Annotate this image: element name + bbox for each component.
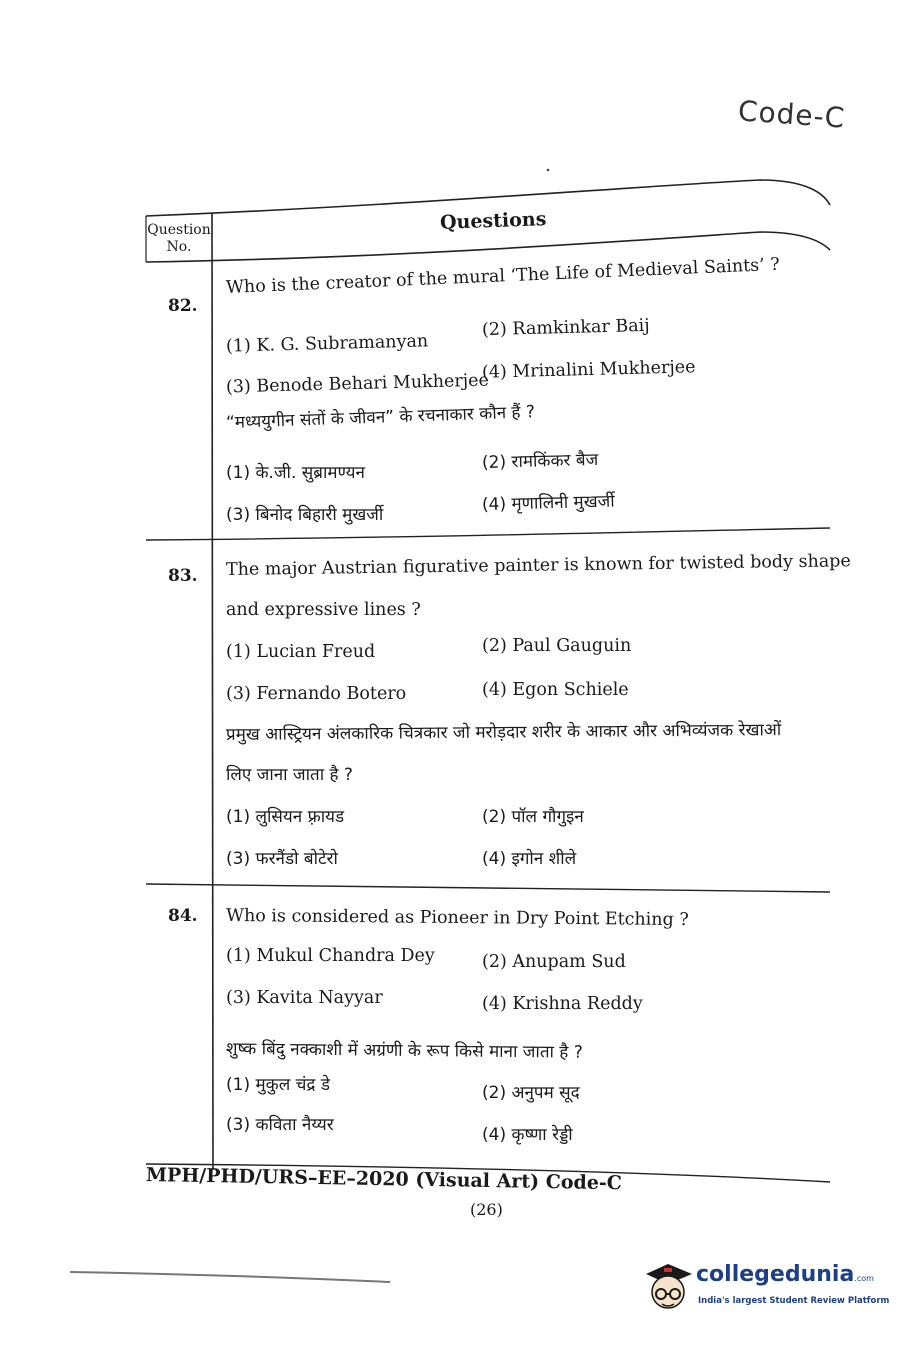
q84-hindi-option-4: (4) कृष्णा रेड्डी xyxy=(482,1125,573,1145)
question-82-hindi: “मध्ययुगीन संतों के जीवन” के रचनाकार कौन हैं ? xyxy=(225,402,536,433)
question-84-number: 84. xyxy=(168,906,198,926)
q83-hindi-option-4: (4) इगोन शीले xyxy=(482,849,577,869)
question-84-hindi: शुष्क बिंदु नक्काशी में अग्रंणी के रूप किसे माना जाता है ? xyxy=(225,1039,583,1063)
q84-option-4: (4) Krishna Reddy xyxy=(482,994,643,1014)
header-questions: Questions xyxy=(439,208,547,234)
page-number: (26) xyxy=(470,1200,503,1219)
q82-hindi-option-2: (2) रामकिंकर बैज xyxy=(481,449,599,473)
q84-option-3: (3) Kavita Nayyar xyxy=(226,988,383,1008)
q83-hindi-option-1: (1) लुसियन फ़्रायड xyxy=(226,807,345,827)
collegedunia-brand: collegedunia.com xyxy=(696,1262,874,1287)
q82-hindi-option-3: (3) बिनोद बिहारी मुखर्जी xyxy=(226,505,384,525)
q84-hindi-option-1: (1) मुकुल चंद्र डे xyxy=(226,1075,330,1095)
question-83-hindi-line2: लिए जाना जाता है ? xyxy=(226,765,353,785)
question-83-text-line1: The major Austrian figurative painter is known for twisted body shape xyxy=(225,551,851,580)
q83-hindi-option-2: (2) पॉल गौगुइन xyxy=(482,807,584,827)
q83-hindi-option-3: (3) फरनैंडो बोटेरो xyxy=(226,849,338,869)
q83-option-2: (2) Paul Gauguin xyxy=(482,636,632,656)
q82-option-1: (1) K. G. Subramanyan xyxy=(225,331,429,357)
q83-option-3: (3) Fernando Botero xyxy=(226,684,407,704)
question-83-text-line2: and expressive lines ? xyxy=(226,600,421,620)
question-82-text: Who is the creator of the mural ‘The Life of Medieval Saints’ ? xyxy=(225,254,781,298)
q82-option-2: (2) Ramkinkar Baij xyxy=(481,315,650,341)
q84-hindi-option-3: (3) कविता नैय्यर xyxy=(226,1115,334,1135)
collegedunia-mascot-icon xyxy=(640,1254,696,1316)
collegedunia-tagline: India's largest Student Review Platform xyxy=(698,1296,890,1306)
question-83-number: 83. xyxy=(168,566,198,586)
q82-option-4: (4) Mrinalini Mukherjee xyxy=(481,357,696,383)
footer-exam-code: MPH/PHD/URS–EE–2020 (Visual Art) Code-C xyxy=(145,1164,623,1195)
q82-hindi-option-1: (1) के.जी. सुब्रामण्यन xyxy=(226,463,365,483)
q84-option-2: (2) Anupam Sud xyxy=(482,952,626,972)
q84-option-1: (1) Mukul Chandra Dey xyxy=(226,946,435,966)
q82-hindi-option-4: (4) मृणालिनी मुखर्जी xyxy=(481,491,615,515)
question-82-number: 82. xyxy=(168,296,198,316)
header-question-no: Question No. xyxy=(147,222,211,255)
q83-option-1: (1) Lucian Freud xyxy=(226,642,376,662)
q83-option-4: (4) Egon Schiele xyxy=(482,680,629,700)
question-84-text: Who is considered as Pioneer in Dry Point Etching ? xyxy=(225,906,689,931)
q82-option-3: (3) Benode Behari Mukherjee xyxy=(225,370,490,398)
q84-hindi-option-2: (2) अनुपम सूद xyxy=(482,1083,580,1103)
corner-code-label: Code-C xyxy=(736,94,847,135)
question-83-hindi-line1: प्रमुख आस्ट्रियन अंलकारिक चित्रकार जो मरोड़दार शरीर के आकार और अभिव्यंजक रेखाओं xyxy=(225,720,782,745)
